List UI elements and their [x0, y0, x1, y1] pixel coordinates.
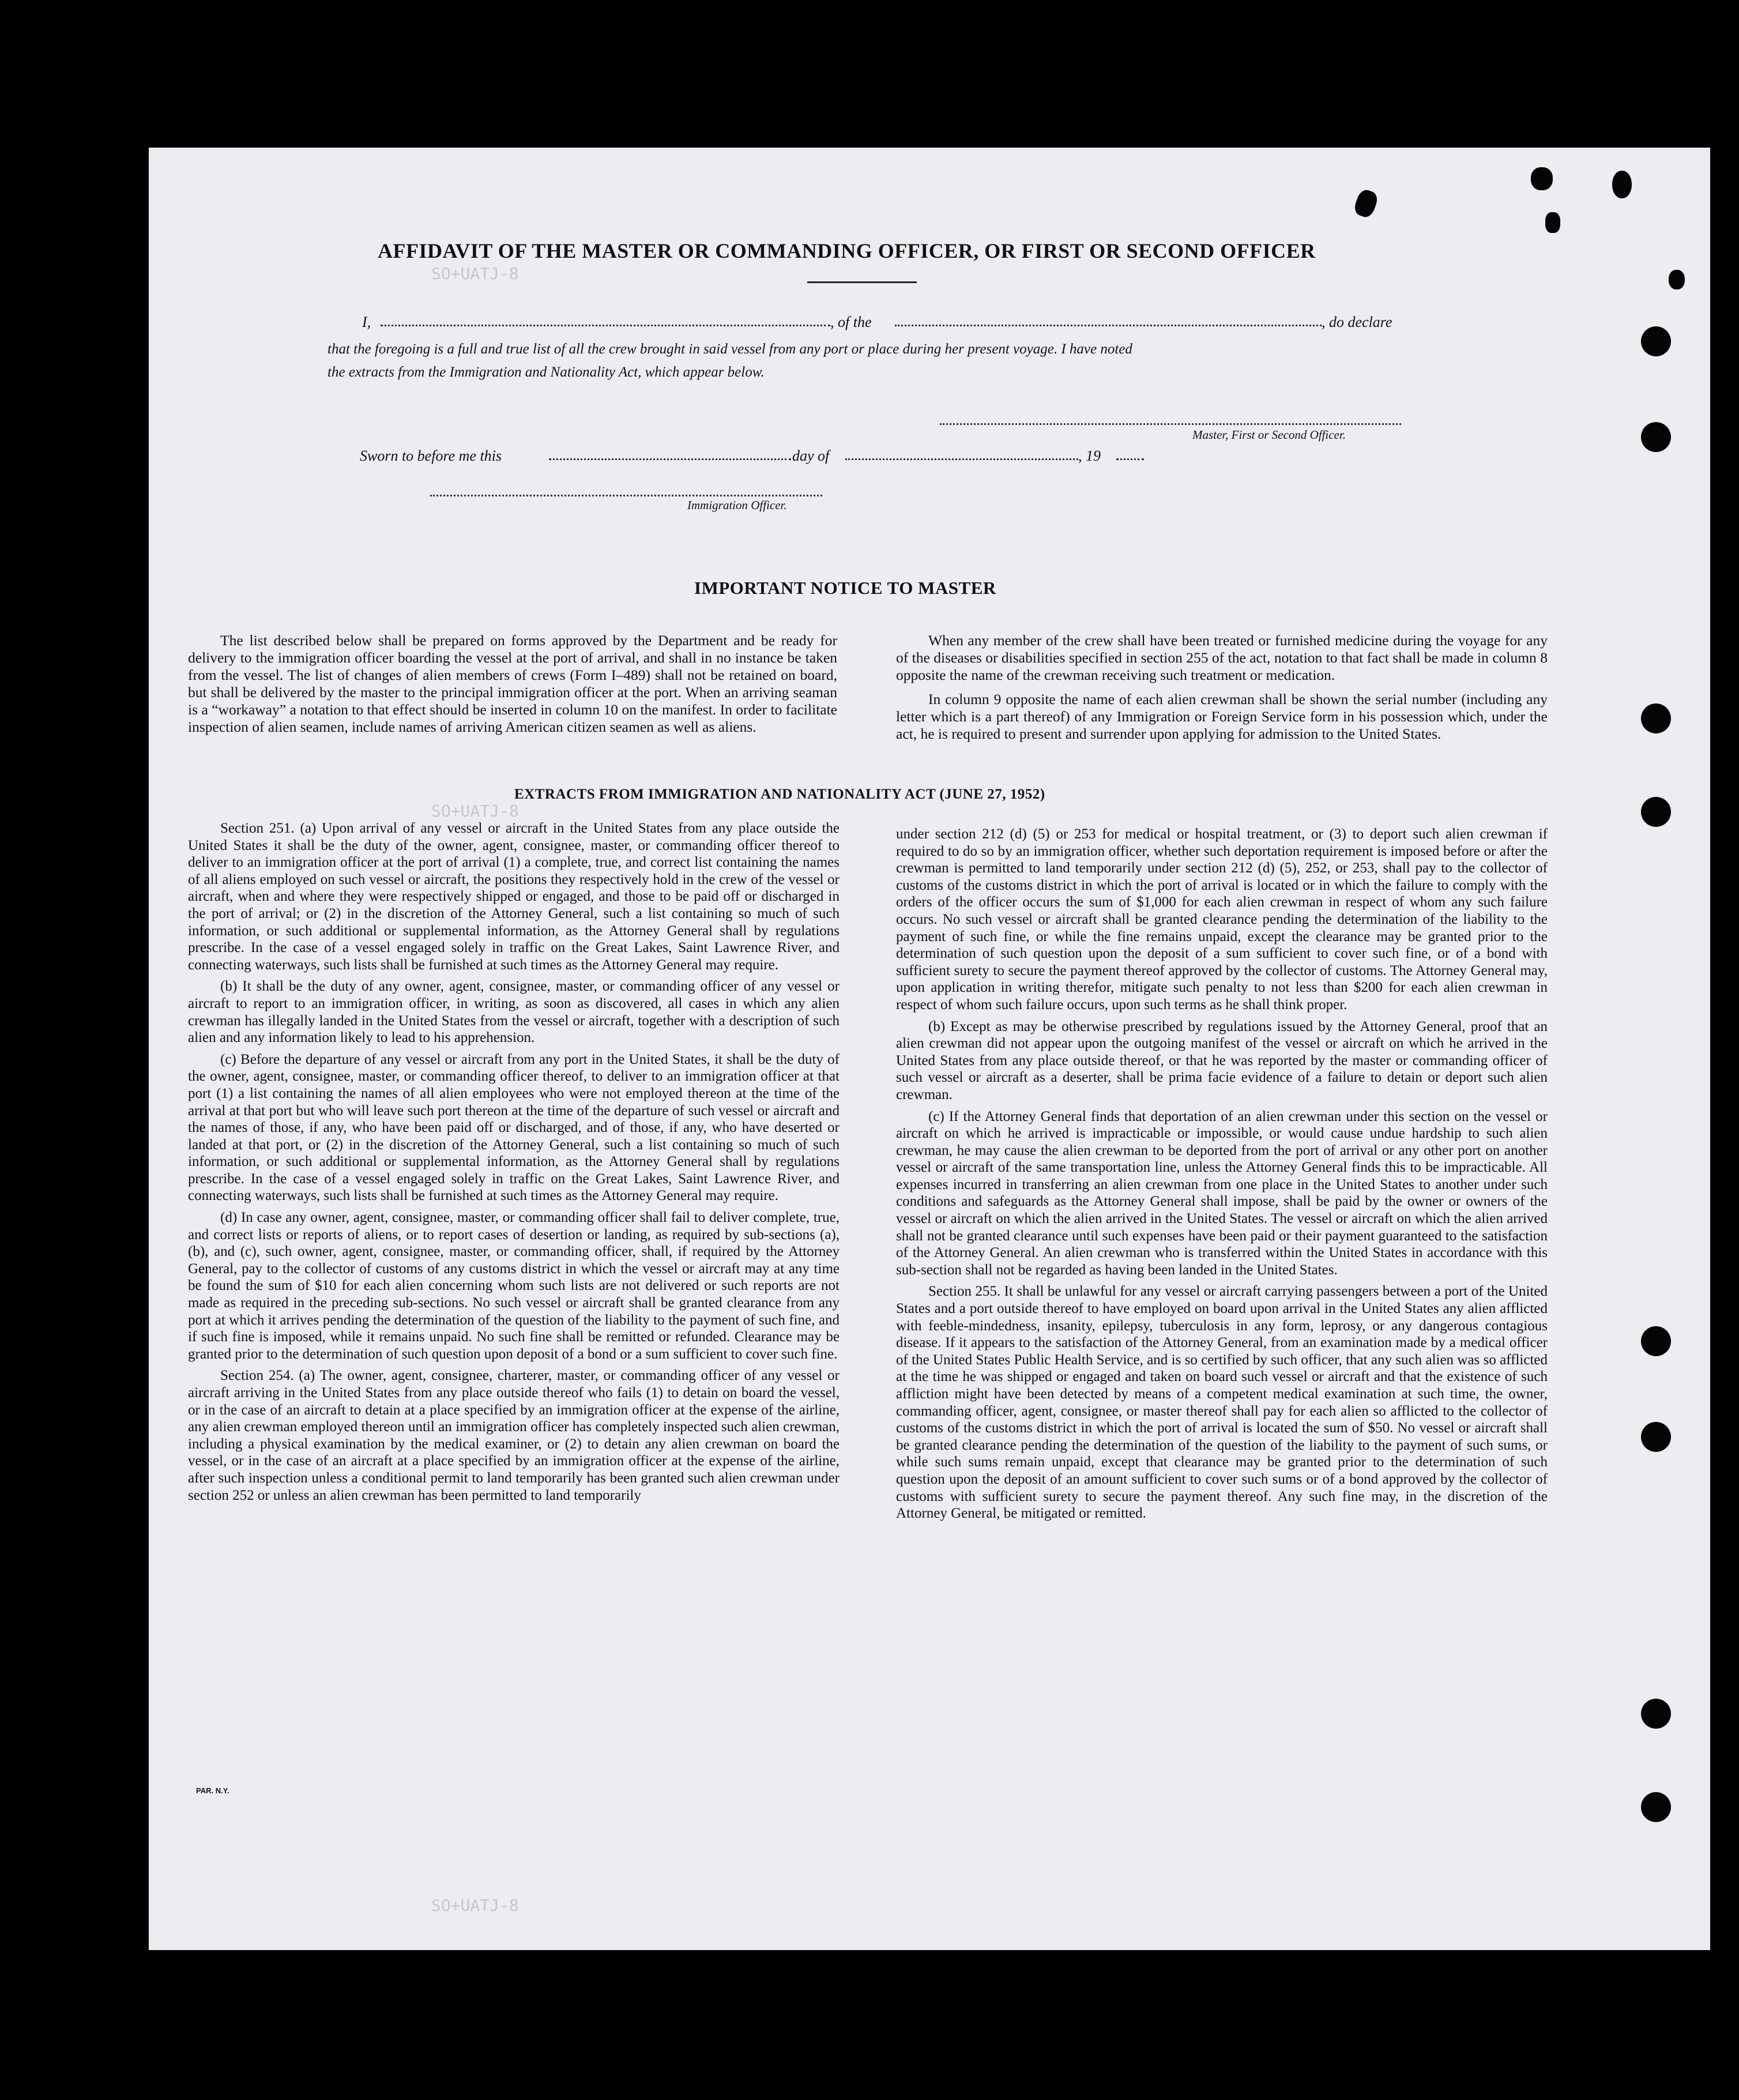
extracts-heading: EXTRACTS FROM IMMIGRATION AND NATIONALITY ACT (JUNE 27, 1952) [514, 786, 1045, 802]
punch-hole [1641, 326, 1671, 356]
section-254-a: Section 254. (a) The owner, agent, consignee, charterer, master, or commanding officer of any vessel or aircraft arriving in the United States from any place outside thereof who fails (1) to detain on board the vessel, or in the case of an aircraft to detain at a place specified by an immigration officer at the expense of the airline, any alien crewman employed thereon until an immigration officer has completely inspected such alien crewman, including a physical examination by the medical examiner, or (2) to detain any alien crewman on board the vessel, or in the case of an aircraft at a place specified by an immigration officer at the expense of the airline, after such inspection unless a conditional permit to land temporarily has been granted such alien crewman under section 252 or unless an alien crewman has been permitted to land temporarily [188, 1368, 840, 1503]
bleed-through-mark: SO+UATJ-8 [431, 264, 519, 283]
sworn-year-field[interactable] [1116, 454, 1144, 460]
affidavit-title: AFFIDAVIT OF THE MASTER OR COMMANDING OFFICER, OR FIRST OR SECOND OFFICER [378, 239, 1316, 262]
notice-left-column [188, 632, 837, 740]
sworn-month-field[interactable] [845, 454, 1078, 460]
year-label: , 19 [1078, 447, 1101, 464]
bleed-through-mark: SO+UATJ-8 [431, 1896, 519, 1915]
section-251-d: (d) In case any owner, agent, consignee, master, or commanding officer shall fail to deliver complete, true, and correct lists or reports of aliens, or to report cases of desertion or landing, as required by sub-sections (a), (b), and (c), such owner, agent, consignee, master, or commanding officer, shall, if required by the Attorney General, pay to the collector of customs of any customs district in which the vessel or aircraft may at any time be found the sum of $10 for each alien concerning whom such lists are not delivered or such reports are not made as required in the preceding sub-sections. No such vessel or aircraft shall be granted clearance from any port at which it arrives pending the determination of the question of the liability to the payment of such fine, and if such fine is imposed, while it remains unpaid. No such fine shall be remitted or refunded. Clearance may be granted prior to the determination of such question upon deposit of a bond or a sum sufficient to cover such fine. [188, 1210, 840, 1362]
punch-hole [1641, 422, 1671, 452]
extracts-left-column [188, 820, 840, 1508]
bleed-through-rule [807, 281, 917, 283]
punch-hole [1641, 1699, 1671, 1729]
section-254-a-continued: under section 212 (d) (5) or 253 for medical or hospital treatment, or (3) to deport such alien crewman if required to do so by an immigration officer, whether such deportation requirement is imposed before or after the crewman is permitted to land temporarily under section 212 (d) (5), 252, or 253, shall pay to the collector of customs of the customs district in which the port of arrival is located or in which the failure to comply with the orders of the officer occurs the sum of $1,000 for each alien crewman in respect of whom any such failure occurs. No such vessel or aircraft shall be granted clearance pending the determination of the liability to the payment of such fine, or while the fine remains unpaid, except the clearance may be granted prior to the determination of such question upon the deposit of a sum sufficient to cover such fine, or of a bond with sufficient surety to secure the payment thereof approved by the collector of customs. The Attorney General may, upon application in writing therefor, mitigate such penalty to not less than $200 for each alien crewman in respect of whom such failure occurs, upon such terms as he shall think proper. [896, 826, 1548, 1013]
section-251-c: (c) Before the departure of any vessel or aircraft from any port in the United States, it shall be the duty of the owner, agent, consignee, master, or commanding officer thereof, to deliver to an immigration officer at that port (1) a list containing the names of all alien employees who were not employed thereon at the time of the arrival at that port but who will leave such port thereon at the time of the departure of such vessel or aircraft and the names of those, if any, who have been paid off or discharged, and of those, if any, who have deserted or landed at that port, or (2) in the discretion of the Attorney General, such a list containing so much of such information, or such additional or supplemental information, as the Attorney General shall by regulations prescribe. In the case of a vessel engaged solely in traffic on the Great Lakes, Saint Lawrence River, and connecting waterways, such lists shall be furnished at such times as the Attorney General may require. [188, 1051, 840, 1204]
punch-hole [1641, 1326, 1671, 1356]
of-the-label: , of the [830, 314, 872, 330]
officer-signature-line[interactable] [430, 495, 822, 496]
section-251-b: (b) It shall be the duty of any owner, agent, consignee, master, or commanding officer of any vessel or aircraft to report to an immigration officer, in writing, as soon as discovered, all cases in which any alien crewman has illegally landed in the United States from the vessel or aircraft, together with a description of such alien and any information likely to lead to his apprehension. [188, 979, 840, 1046]
punch-hole [1641, 703, 1671, 733]
notice-left-paragraph: The list described below shall be prepared on forms approved by the Department and be ready for delivery to the immigration officer boarding the vessel at the port of arrival, and shall in no instance be taken from the vessel. The list of changes of alien members of crews (Form I–489) shall not be retained on board, but shall be delivered by the master to the principal immigration officer at the port. When an arriving seaman is a “workaway” a notation to that effect should be inserted in column 10 on the manifest. In order to facilitate inspection of alien seamen, include names of arriving American citizen seamen as well as aliens. [188, 632, 837, 735]
ink-blot [1545, 212, 1560, 233]
punch-hole [1641, 1792, 1671, 1822]
punch-hole [1641, 797, 1671, 827]
ink-blot [1669, 270, 1685, 289]
section-254-c: (c) If the Attorney General finds that deportation of an alien crewman under this section on the vessel or aircraft on which he arrived is impracticable or impossible, or would cause undue hardship to such alien crewman, he may cause the alien crewman to be deported from the port of arrival or any other port on another vessel or aircraft of the same transportation line, unless the Attorney General finds this to be impracticable. All expenses incurred in transferring an alien crewman from one place in the United States to another under such conditions and safeguards as the Attorney General shall impose, shall be paid by the owner or owners of the vessel or aircraft on which the alien arrived in the United States. The vessel or aircraft on which the alien arrived shall not be granted clearance until such expenses have been paid or their payment guaranteed to the satisfaction of the Attorney General. An alien crewman who is transferred within the United States in accordance with this sub-section shall not be regarded as having been landed in the United States. [896, 1108, 1548, 1278]
notice-heading: IMPORTANT NOTICE TO MASTER [694, 578, 996, 598]
declaration-line-1: that the foregoing is a full and true list of all the crew brought in said vessel from any port or place during her present voyage. I have noted [328, 341, 1132, 357]
section-254-b: (b) Except as may be otherwise prescribed by regulations issued by the Attorney General, proof that an alien crewman did not appear upon the outgoing manifest of the vessel or aircraft on which he arrived in the United States from any place outside thereof, or that he was reported by the master or commanding officer of such vessel or aircraft as a deserter, shall be prima facie evidence of a failure to detain or deport such alien crewman. [896, 1018, 1548, 1102]
notice-right-paragraph-2: In column 9 opposite the name of each alien crewman shall be shown the serial number (including any letter which is a part thereof) of any Immigration or Foreign Service form in his possession which, under the act, he is required to present and surrender upon applying for admission to the United States. [896, 691, 1548, 742]
punch-hole [1641, 1422, 1671, 1452]
ink-blot [1531, 167, 1553, 190]
sworn-day-field[interactable] [549, 454, 791, 460]
bleed-through-mark: SO+UATJ-8 [431, 801, 519, 821]
day-of-label: day of [792, 447, 830, 464]
master-caption: Master, First or Second Officer. [1192, 428, 1346, 442]
extracts-right-column [896, 826, 1548, 1527]
section-251-a: Section 251. (a) Upon arrival of any vessel or aircraft in the United States from any place outside the United States it shall be the duty of the owner, agent, consignee, master, or commanding officer thereof to deliver to an immigration officer at the port of arrival (1) a complete, true, and correct list containing the names of all aliens employed on such vessel or aircraft, the positions they respectively hold in the crew of the vessel or aircraft, when and where they were respectively shipped or engaged, and those to be paid off or discharged in the port of arrival; or (2) in the discretion of the Attorney General, such a list containing so much of such information, or such additional or supplemental information, as the Attorney General shall by regulations prescribe. In the case of a vessel engaged solely in traffic on the Great Lakes, Saint Lawrence River, and connecting waterways, such lists shall be furnished at such times as the Attorney General may require. [188, 821, 840, 973]
printer-mark: PAR. N.Y. [196, 1786, 229, 1795]
notice-right-paragraph-1: When any member of the crew shall have been treated or furnished medicine during the voyage for any of the diseases or disabilities specified in section 255 of the act, notation to that fact shall be made in column 8 opposite the name of the crewman receiving such treatment or medication. [896, 632, 1548, 683]
sworn-label: Sworn to before me this [360, 447, 502, 464]
notice-right-column [896, 632, 1548, 747]
do-declare-label: , do declare [1322, 314, 1392, 330]
declaration-line-2: the extracts from the Immigration and Nationality Act, which appear below. [328, 364, 765, 380]
name-field[interactable] [381, 320, 830, 326]
section-255: Section 255. It shall be unlawful for any vessel or aircraft carrying passengers between a port of the United States and a port outside thereof to have employed on board upon arrival in the United States any alien afflicted with feeble-mindedness, insanity, epilepsy, tuberculosis in any form, leprosy, or any dangerous contagious disease. If it appears to the satisfaction of the Attorney General, from an examination made by a medical officer of the United States Public Health Service, and is so certified by such officer, that any such alien was so afflicted at the time he was shipped or engaged and taken on board such vessel or aircraft and that the existence of such affliction might have been detected by means of a competent medical examination at such time, the owner, commanding officer, agent, consignee, or master thereof shall pay for each alien so afflicted to the collector of customs of the customs district in which the port of arrival is located the sum of $50. No vessel or aircraft shall be granted clearance pending the determination of the question of the liability to the payment of such sums, or while such sums remain unpaid, except that clearance may be granted prior to the determination of such question upon the deposit of an amount sufficient to cover such sums or of a bond approved by the collector of customs with sufficient surety to secure the payment thereof. Any such fine may, in the discretion of the Attorney General, be mitigated or remitted. [896, 1284, 1548, 1522]
i-label: I, [362, 314, 371, 330]
ink-blot [1612, 171, 1632, 198]
master-signature-line[interactable] [940, 423, 1401, 425]
officer-caption: Immigration Officer. [687, 498, 787, 512]
vessel-field[interactable] [895, 320, 1322, 326]
